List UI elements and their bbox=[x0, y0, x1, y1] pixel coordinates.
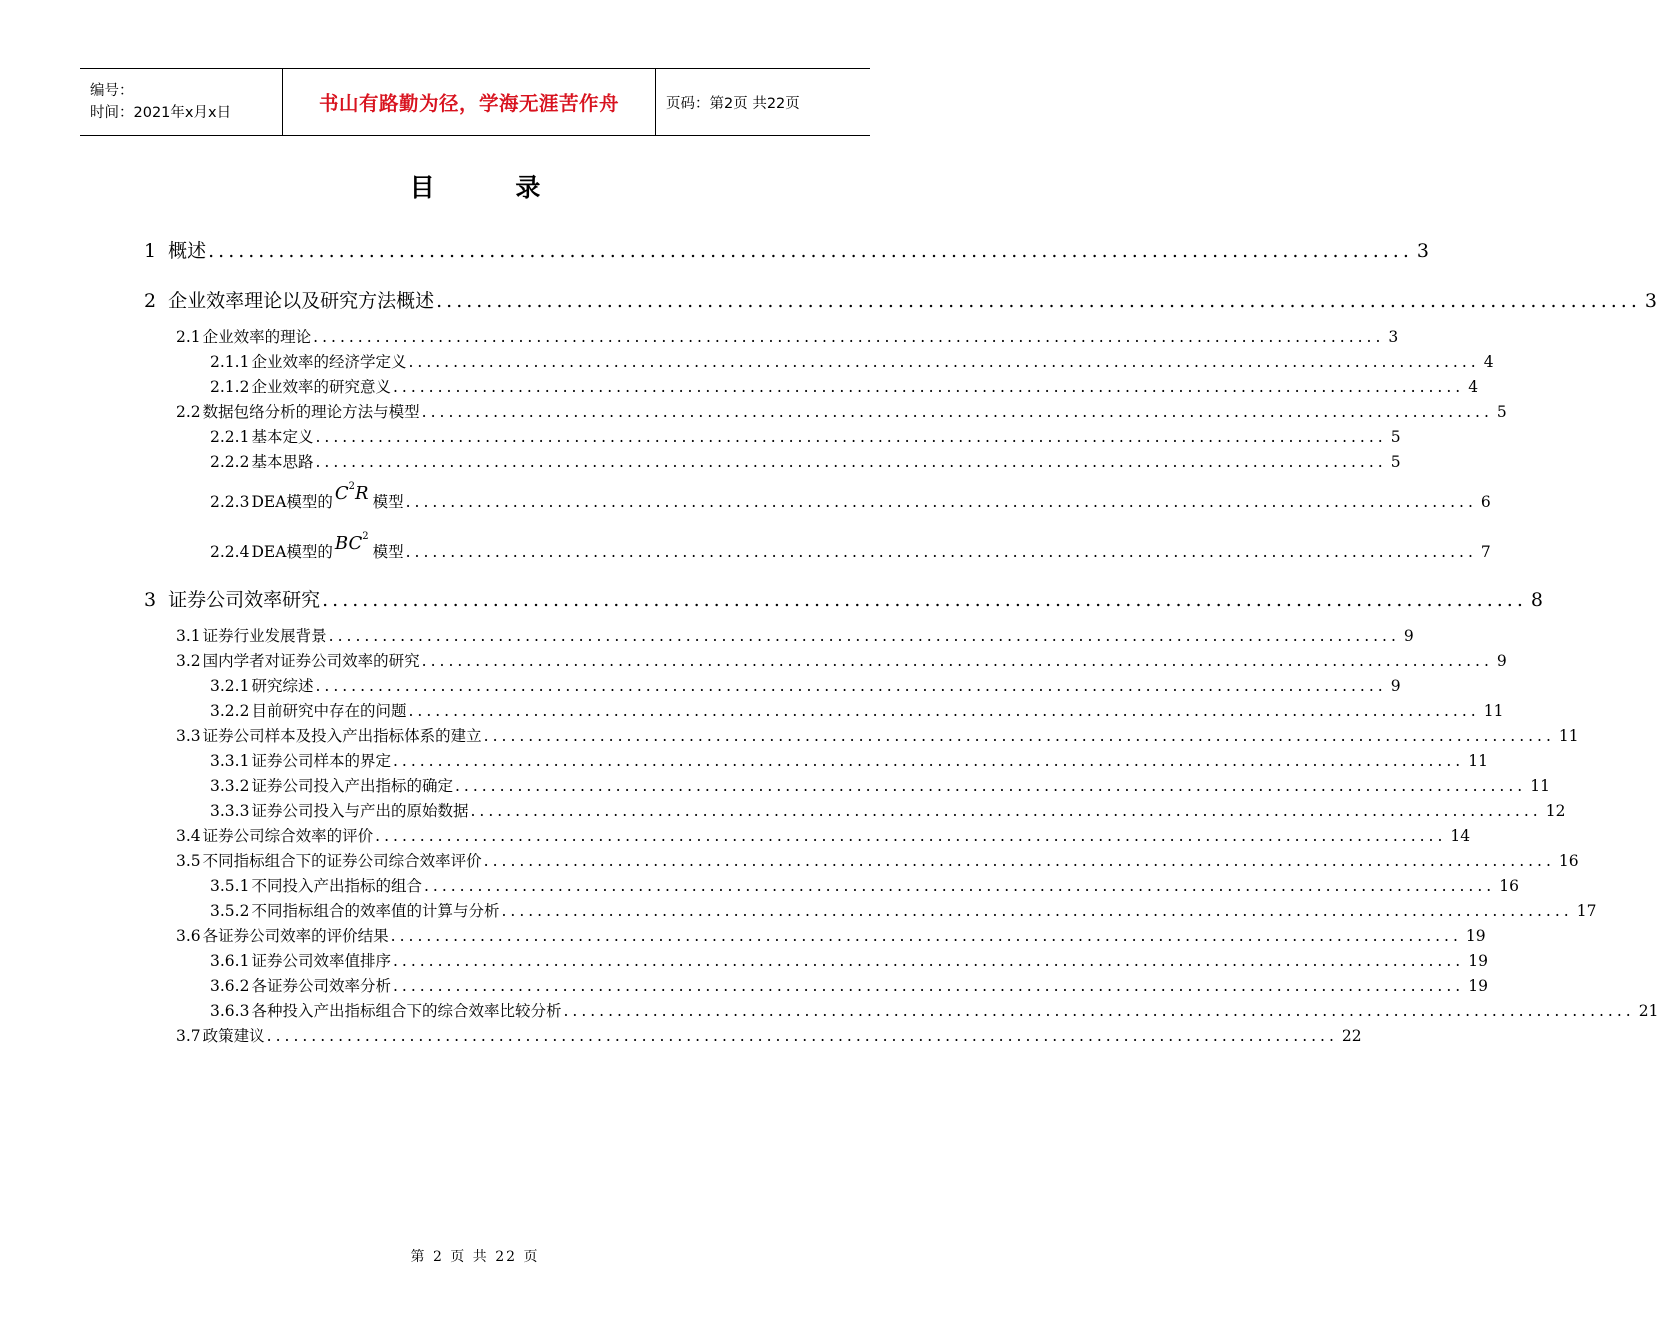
toc-entry-title: 证券公司效率研究 bbox=[168, 589, 321, 611]
toc-entry[interactable] bbox=[210, 699, 1504, 721]
toc-entry-title: 数据包络分析的理论方法与模型 bbox=[202, 403, 420, 421]
toc-entry[interactable] bbox=[176, 924, 1486, 946]
toc-entry[interactable] bbox=[210, 375, 1479, 397]
toc-entry-number: 3.3.2 bbox=[210, 777, 250, 795]
toc-entry-title: 不同指标组合的效率值的计算与分析 bbox=[251, 902, 500, 920]
toc-leader-dots: ........................................................................................................................ bbox=[266, 1027, 1338, 1045]
toc-entry-page: 8 bbox=[1530, 589, 1543, 611]
toc-entry-page: 7 bbox=[1480, 543, 1491, 561]
toc-entry-page: 16 bbox=[1558, 852, 1579, 870]
code-label: 编号： bbox=[90, 83, 134, 99]
toc-entry-number: 3.3.3 bbox=[210, 802, 250, 820]
toc-entry-page: 16 bbox=[1499, 877, 1519, 895]
toc-entry-title: 不同投入产出指标的组合 bbox=[251, 877, 422, 895]
toc-entry-title: 证券公司综合效率的评价 bbox=[202, 827, 374, 845]
toc-leader-dots: ........................................................................................................................ bbox=[423, 877, 1496, 895]
header-meta bbox=[80, 69, 282, 135]
toc-entry[interactable] bbox=[210, 899, 1597, 921]
toc-entry-page: 6 bbox=[1480, 493, 1491, 511]
toc-entry[interactable] bbox=[210, 974, 1488, 996]
toc-entry-page: 5 bbox=[1390, 453, 1401, 471]
toc-entry-title-prefix: DEA模型的 bbox=[251, 543, 333, 561]
toc-leader-dots: ........................................................................................................................ bbox=[408, 702, 1480, 720]
toc-entry-number: 3.2 bbox=[176, 652, 201, 670]
toc-leader-dots: ........................................................................................................................ bbox=[392, 378, 1465, 396]
toc-entry-page: 21 bbox=[1638, 1002, 1658, 1020]
toc-leader-dots: ........................................................................................................................ bbox=[501, 902, 1573, 920]
toc-entry[interactable] bbox=[176, 649, 1507, 671]
toc-entry-number: 2.2.1 bbox=[210, 428, 250, 446]
toc-entry-page: 3 bbox=[1644, 290, 1657, 312]
toc-leader-dots: ........................................................................................................................ bbox=[408, 353, 1480, 371]
toc-leader-dots: ........................................................................................................................ bbox=[483, 852, 1555, 870]
toc-entry[interactable] bbox=[210, 874, 1519, 896]
math-formula bbox=[335, 533, 369, 554]
toc-entry-number: 3.5.2 bbox=[210, 902, 250, 920]
toc-entry-number: 2.1 bbox=[176, 328, 201, 346]
toc-leader-dots: ........................................................................................................................ bbox=[454, 777, 1527, 795]
toc-entry-number: 2.2.4 bbox=[210, 543, 250, 561]
toc-entry[interactable] bbox=[210, 749, 1488, 771]
toc-entry-page: 11 bbox=[1558, 727, 1579, 745]
toc-entry-number: 3.6.1 bbox=[210, 952, 250, 970]
toc-leader-dots: ........................................................................................................................ bbox=[436, 290, 1641, 312]
toc-entry-number: 1 bbox=[144, 240, 157, 262]
toc-entry-title: 目前研究中存在的问题 bbox=[251, 702, 407, 720]
math-base: C bbox=[334, 483, 349, 504]
toc-entry-number: 2.2.2 bbox=[210, 453, 250, 471]
toc-entry-page: 22 bbox=[1341, 1027, 1362, 1045]
toc-entry-number: 3.5 bbox=[176, 852, 201, 870]
toc-entry-number: 3.2.1 bbox=[210, 677, 250, 695]
toc-leader-dots: ........................................................................................................................ bbox=[563, 1002, 1635, 1020]
toc-leader-dots: ........................................................................................................................ bbox=[392, 977, 1465, 995]
toc-entry[interactable] bbox=[210, 999, 1658, 1021]
toc-entry-title: 研究综述 bbox=[251, 677, 314, 695]
toc-leader-dots: ........................................................................................................................ bbox=[313, 328, 1385, 346]
toc-entry-page: 19 bbox=[1465, 927, 1486, 945]
toc-entry-page: 9 bbox=[1496, 652, 1507, 670]
toc-entry-title-prefix: DEA模型的 bbox=[251, 493, 333, 511]
header-motto: 书山有路勤为径，学海无涯苦作舟 bbox=[282, 69, 656, 135]
toc-entry-title: 证券公司样本的界定 bbox=[251, 752, 391, 770]
math-suffix: R bbox=[355, 483, 369, 504]
toc-entry-title: 概述 bbox=[168, 240, 207, 262]
toc-entry-title: 企业效率的理论 bbox=[202, 328, 312, 346]
toc-entry-number: 3.3 bbox=[176, 727, 201, 745]
toc-entry-number: 3.5.1 bbox=[210, 877, 250, 895]
toc-entry-title: 证券行业发展背景 bbox=[202, 627, 327, 645]
toc-entry-page: 17 bbox=[1576, 902, 1597, 920]
toc-entry-page: 5 bbox=[1390, 428, 1401, 446]
toc-entry-number: 3.2.2 bbox=[210, 702, 250, 720]
toc-entry-title-suffix: 模型 bbox=[372, 493, 404, 511]
toc-entry-number: 3.6.3 bbox=[210, 1002, 250, 1020]
time-label: 时间：2021年x月x日 bbox=[90, 105, 232, 121]
toc-entry-title: 企业效率的研究意义 bbox=[251, 378, 391, 396]
toc-entry-page: 11 bbox=[1483, 702, 1504, 720]
toc-leader-dots: ........................................................................................................................ bbox=[405, 493, 1477, 511]
toc-entry[interactable] bbox=[210, 674, 1401, 696]
toc-entry-title: 证券公司效率值排序 bbox=[251, 952, 391, 970]
toc-entry[interactable] bbox=[176, 1024, 1362, 1046]
toc-entry[interactable] bbox=[210, 350, 1494, 372]
toc-entry[interactable] bbox=[210, 531, 1491, 568]
toc-entry-page: 9 bbox=[1390, 677, 1401, 695]
toc-leader-dots: ........................................................................................................................ bbox=[315, 428, 1387, 446]
toc-entry[interactable] bbox=[210, 799, 1566, 821]
toc-entry[interactable] bbox=[176, 724, 1579, 746]
toc-entry-title: 基本思路 bbox=[251, 453, 314, 471]
toc-entry[interactable] bbox=[176, 849, 1579, 871]
toc-entry-title: 证券公司样本及投入产出指标体系的建立 bbox=[202, 727, 482, 745]
toc-leader-dots: ........................................................................................................................ bbox=[421, 403, 1493, 421]
toc-entry-number: 3.4 bbox=[176, 827, 201, 845]
toc-entry-title: 各种投入产出指标组合下的综合效率比较分析 bbox=[251, 1002, 562, 1020]
toc-entry[interactable] bbox=[210, 425, 1401, 447]
math-formula bbox=[335, 483, 369, 504]
toc-entry-title: 各证券公司效率分析 bbox=[251, 977, 391, 995]
page-footer: 第 2 页 共 22 页 bbox=[410, 1249, 540, 1265]
toc-entry[interactable] bbox=[176, 325, 1399, 347]
toc-leader-dots: ........................................................................................................................ bbox=[405, 543, 1477, 561]
toc-entry[interactable] bbox=[176, 624, 1414, 646]
toc-entry-number: 2.2 bbox=[176, 403, 201, 421]
header-page-info: 页码：第2页 共22页 bbox=[666, 95, 800, 112]
toc-leader-dots: ........................................................................................................................ bbox=[315, 453, 1387, 471]
toc-entry-title: 不同指标组合下的证券公司综合效率评价 bbox=[202, 852, 482, 870]
toc-entry-number: 2.1.1 bbox=[210, 353, 250, 371]
toc-leader-dots: ........................................................................................................................ bbox=[421, 652, 1493, 670]
toc-entry-title: 国内学者对证券公司效率的研究 bbox=[202, 652, 420, 670]
toc-entry-page: 9 bbox=[1403, 627, 1414, 645]
toc-leader-dots: ........................................................................................................................ bbox=[315, 677, 1387, 695]
toc-entry-page: 3 bbox=[1416, 240, 1429, 262]
toc-entry-title: 企业效率的经济学定义 bbox=[251, 353, 407, 371]
toc-leader-dots: ........................................................................................................................ bbox=[208, 240, 1413, 262]
toc-entry[interactable] bbox=[210, 774, 1550, 796]
page-header bbox=[80, 68, 870, 136]
toc-entry-page: 11 bbox=[1468, 752, 1488, 770]
toc-entry-title: 政策建议 bbox=[202, 1027, 265, 1045]
toc-entry-page: 14 bbox=[1450, 827, 1471, 845]
toc-leader-dots: ........................................................................................................................ bbox=[392, 952, 1465, 970]
toc-entry[interactable] bbox=[144, 286, 1657, 313]
toc-entry[interactable] bbox=[210, 949, 1488, 971]
toc-entry-page: 19 bbox=[1468, 952, 1488, 970]
toc-entry-title: 企业效率理论以及研究方法概述 bbox=[168, 290, 435, 312]
toc-entry-number: 2.1.2 bbox=[210, 378, 250, 396]
toc-entry-page: 5 bbox=[1496, 403, 1507, 421]
toc-entry-number: 2.2.3 bbox=[210, 493, 250, 511]
toc-entry-page: 19 bbox=[1468, 977, 1488, 995]
toc-leader-dots: ........................................................................................................................ bbox=[470, 802, 1542, 820]
toc-entry-number: 3 bbox=[144, 589, 157, 611]
toc-leader-dots: ........................................................................................................................ bbox=[375, 827, 1447, 845]
toc-entry-title: 证券公司投入与产出的原始数据 bbox=[251, 802, 469, 820]
toc-entry-number: 2 bbox=[144, 290, 157, 312]
toc-entry-number: 3.7 bbox=[176, 1027, 201, 1045]
toc-leader-dots: ........................................................................................................................ bbox=[328, 627, 1400, 645]
toc-leader-dots: ........................................................................................................................ bbox=[322, 589, 1527, 611]
toc-leader-dots: ........................................................................................................................ bbox=[483, 727, 1555, 745]
toc-entry-number: 3.6 bbox=[176, 927, 201, 945]
math-superscript: 2 bbox=[362, 531, 369, 542]
toc-entry-title: 证券公司投入产出指标的确定 bbox=[251, 777, 453, 795]
toc-entry-title-suffix: 模型 bbox=[372, 543, 404, 561]
toc-entry[interactable] bbox=[144, 236, 1429, 263]
math-superscript: 2 bbox=[348, 481, 356, 492]
toc-entry-page: 4 bbox=[1468, 378, 1479, 396]
toc-entry-number: 3.1 bbox=[176, 627, 201, 645]
toc-entry[interactable] bbox=[176, 824, 1471, 846]
toc-entry[interactable] bbox=[210, 481, 1491, 518]
toc-entry-page: 11 bbox=[1530, 777, 1550, 795]
toc-entry[interactable] bbox=[176, 400, 1507, 422]
toc-entry[interactable] bbox=[210, 450, 1401, 472]
toc-title: 目 录 bbox=[409, 173, 577, 202]
toc-entry[interactable] bbox=[144, 585, 1543, 612]
toc-entry-number: 3.3.1 bbox=[210, 752, 250, 770]
toc-entry-number: 3.6.2 bbox=[210, 977, 250, 995]
toc-leader-dots: ........................................................................................................................ bbox=[390, 927, 1462, 945]
toc-entry-page: 12 bbox=[1545, 802, 1566, 820]
toc-leader-dots: ........................................................................................................................ bbox=[392, 752, 1465, 770]
toc-entry-title: 基本定义 bbox=[251, 428, 314, 446]
math-base: BC bbox=[334, 533, 363, 554]
toc-entry-page: 4 bbox=[1483, 353, 1494, 371]
toc-entry-page: 3 bbox=[1388, 328, 1399, 346]
toc-entry-title: 各证券公司效率的评价结果 bbox=[202, 927, 389, 945]
